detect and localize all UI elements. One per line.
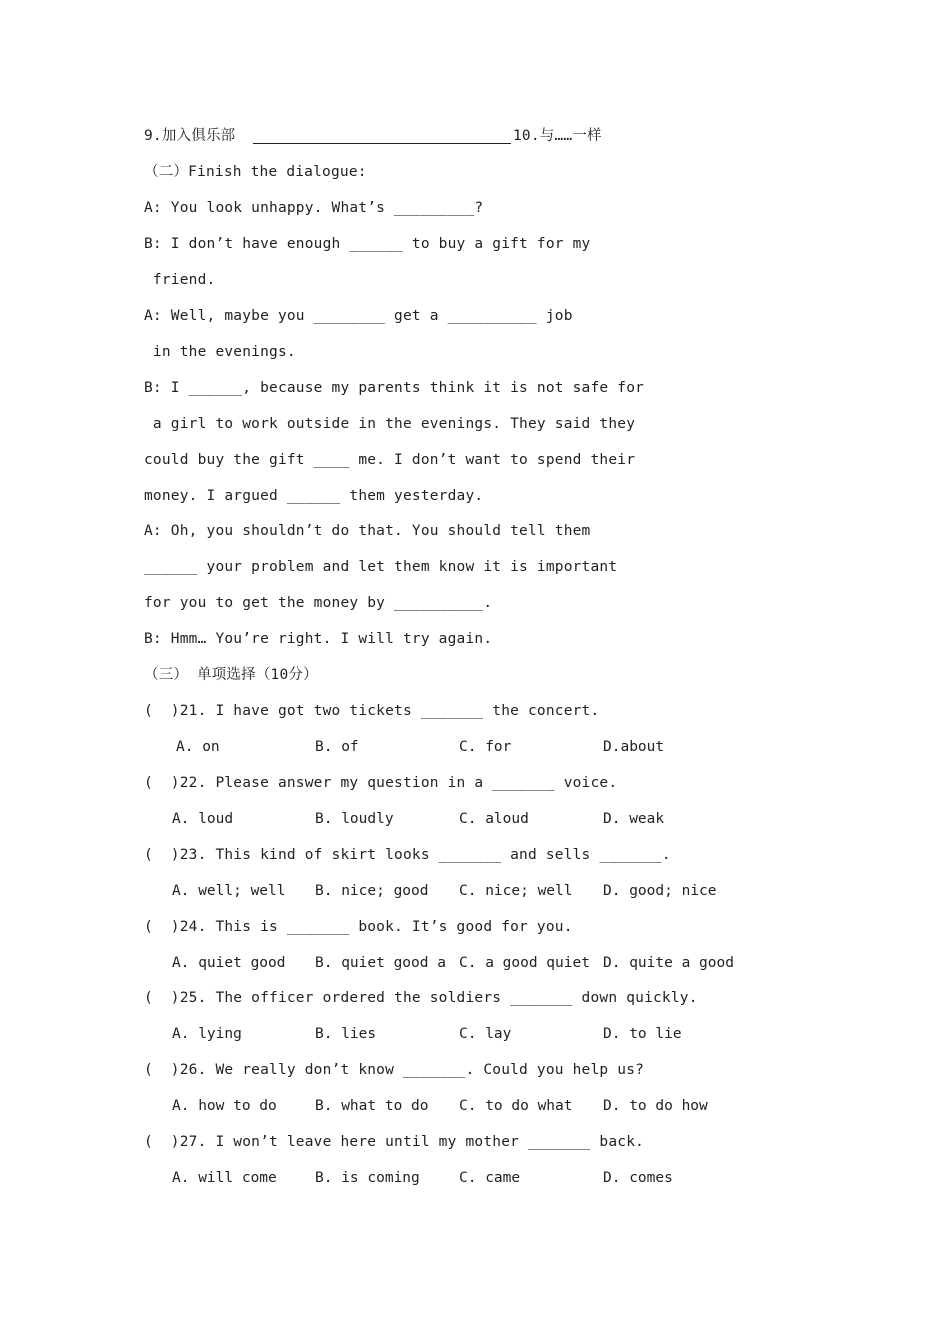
option-c[interactable]: C. to do what <box>459 1098 573 1114</box>
option-a[interactable]: A. will come <box>172 1170 277 1186</box>
dialogue-line: B: I don’t have enough ______ to buy a gift for my <box>144 236 591 252</box>
dialogue-line: A: Oh, you shouldn’t do that. You should tell them <box>144 523 591 539</box>
option-d[interactable]: D. weak <box>603 811 665 827</box>
option-a[interactable]: A. lying <box>172 1026 242 1042</box>
dialogue-line: for you to get the money by __________. <box>144 595 493 611</box>
dialogue-line: friend. <box>144 272 216 288</box>
option-a[interactable]: A. quiet good <box>172 955 286 971</box>
question-stem: ( )23. This kind of skirt looks _______ and sells _______. <box>144 847 671 863</box>
option-d[interactable]: D. to do how <box>603 1098 708 1114</box>
question-stem: ( )26. We really don’t know _______. Could you help us? <box>144 1062 645 1078</box>
dialogue-line: could buy the gift ____ me. I don’t want to spend their <box>144 452 636 468</box>
dialogue-line: A: Well, maybe you ________ get a __________ job <box>144 308 573 324</box>
dialogue-heading: （二）Finish the dialogue: <box>144 164 367 180</box>
item-9: 9.加入俱乐部 <box>144 128 236 144</box>
option-b[interactable]: B. quiet good a <box>315 955 446 971</box>
option-b[interactable]: B. what to do <box>315 1098 429 1114</box>
question-stem: ( )21. I have got two tickets _______ the concert. <box>144 703 600 719</box>
question-stem: ( )25. The officer ordered the soldiers _______ down quickly. <box>144 990 698 1006</box>
option-c[interactable]: C. lay <box>459 1026 512 1042</box>
option-c[interactable]: C. aloud <box>459 811 529 827</box>
item-10: 10.与……一样 <box>513 128 602 144</box>
option-d[interactable]: D.about <box>603 739 665 755</box>
dialogue-line: B: I ______, because my parents think it is not safe for <box>144 380 645 396</box>
option-b[interactable]: B. lies <box>315 1026 377 1042</box>
option-a[interactable]: A. on <box>176 739 220 755</box>
mcq-heading: （三） 单项选择（10分） <box>144 667 318 683</box>
option-a[interactable]: A. how to do <box>172 1098 277 1114</box>
option-b[interactable]: B. is coming <box>315 1170 420 1186</box>
option-d[interactable]: D. comes <box>603 1170 673 1186</box>
dialogue-line: a girl to work outside in the evenings. They said they <box>144 416 636 432</box>
option-c[interactable]: C. came <box>459 1170 521 1186</box>
question-stem: ( )27. I won’t leave here until my mother _______ back. <box>144 1134 645 1150</box>
option-a[interactable]: A. well; well <box>172 883 286 899</box>
option-b[interactable]: B. nice; good <box>315 883 429 899</box>
option-b[interactable]: B. loudly <box>315 811 394 827</box>
dialogue-line: ______ your problem and let them know it is important <box>144 559 618 575</box>
option-d[interactable]: D. to lie <box>603 1026 682 1042</box>
option-c[interactable]: C. nice; well <box>459 883 573 899</box>
dialogue-line: in the evenings. <box>144 344 296 360</box>
question-stem: ( )24. This is _______ book. It’s good for you. <box>144 919 573 935</box>
dialogue-line: B: Hmm… You’re right. I will try again. <box>144 631 493 647</box>
dialogue-line: A: You look unhappy. What’s _________? <box>144 200 484 216</box>
option-d[interactable]: D. quite a good <box>603 955 734 971</box>
option-a[interactable]: A. loud <box>172 811 234 827</box>
option-d[interactable]: D. good; nice <box>603 883 717 899</box>
option-c[interactable]: C. for <box>459 739 512 755</box>
option-c[interactable]: C. a good quiet <box>459 955 590 971</box>
option-b[interactable]: B. of <box>315 739 359 755</box>
dialogue-line: money. I argued ______ them yesterday. <box>144 488 484 504</box>
question-stem: ( )22. Please answer my question in a _______ voice. <box>144 775 618 791</box>
item-9-answer-blank[interactable] <box>253 143 511 144</box>
